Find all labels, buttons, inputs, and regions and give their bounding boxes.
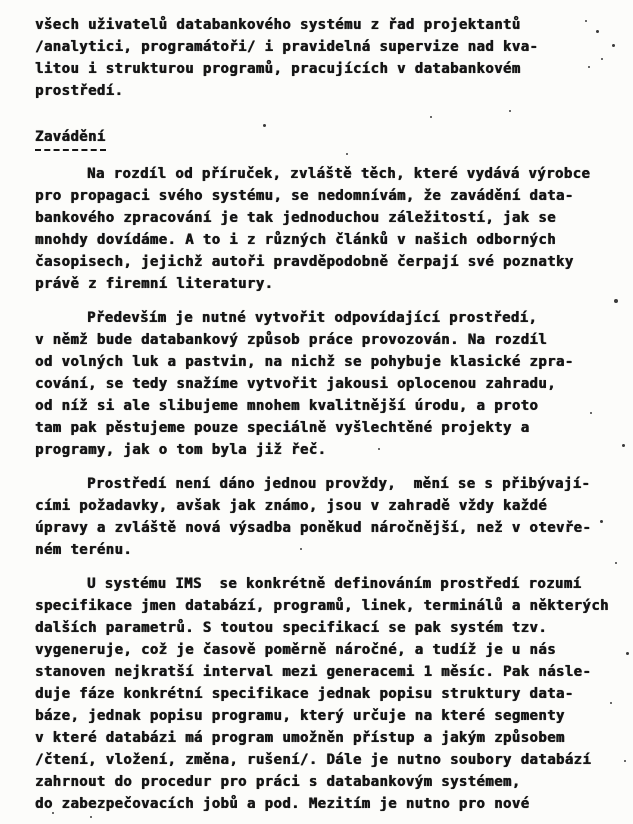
text-line: mnohdy dovídáme. A to i z různých článků v našich odborných — [35, 232, 556, 248]
text-line: v němž bude databankový způsob práce provozován. Na rozdíl — [35, 332, 548, 348]
text-line: dalších parametrů. S toutou specifikací se pak systém tzv. — [35, 620, 548, 636]
text-line: zahrnout do procedur pro práci s databankovým systémem, — [35, 774, 521, 790]
text-line: ném terénu. — [35, 542, 133, 558]
text-line: báze, jednak popisu programu, který určuje na které segmenty — [35, 708, 565, 724]
text-line: /analytici, programátoři/ i pravidelná supervize nad kva- — [35, 39, 539, 55]
paragraph — [35, 473, 615, 561]
text-line: stanoven nejkratší interval mezi generacemi 1 měsíc. Pak násle- — [35, 664, 592, 680]
noise-speck — [585, 20, 587, 22]
text-line: od volných luk a pastvin, na nichž se pohybuje klasické zpra- — [35, 354, 574, 370]
noise-speck — [588, 66, 590, 68]
text-line: úpravy a zvláště nová výsadba poněkud náročnější, než v otevře- — [35, 520, 592, 536]
text-line: Prostředí není dáno jednou provždy, mění se s přibývají- — [87, 476, 591, 492]
text-line: programy, jak o tom byla již řeč. — [35, 442, 327, 458]
noise-speck — [378, 448, 380, 450]
text-line: do zabezpečovacích jobů a pod. Mezitím je nutno pro nové — [35, 796, 530, 812]
noise-speck — [596, 30, 599, 33]
noise-speck — [610, 702, 612, 704]
text-line: v které databázi má program umožněn přístup a jakým způsobem — [35, 730, 565, 746]
text-line: Především je nutné vytvořit odpovídající prostředí, — [87, 310, 538, 326]
noise-speck — [509, 110, 511, 112]
text-line: právě z firemní literatury. — [35, 276, 274, 292]
noise-speck — [300, 548, 302, 550]
text-line: duje fáze konkrétní specifikace jednak popisu struktury data- — [35, 686, 574, 702]
paragraph — [35, 163, 615, 295]
noise-speck — [615, 562, 617, 564]
section-heading-block — [35, 126, 615, 151]
noise-speck — [624, 760, 626, 762]
text-line: litou i strukturou programů, pracujících v databankovém — [35, 61, 521, 77]
text-line: cování, se tedy snažíme vytvořit jakousi oplocenou zahradu, — [35, 376, 556, 392]
paragraph — [35, 307, 615, 461]
text-line: tam pak pěstujeme pouze speciálně vyšlechtěné projekty a — [35, 420, 530, 436]
text-line: cími požadavky, avšak jak známo, jsou v zahradě vždy každé — [35, 498, 548, 514]
noise-speck — [612, 44, 615, 47]
noise-speck — [590, 412, 592, 414]
noise-speck — [90, 816, 92, 818]
noise-speck — [346, 153, 348, 155]
noise-speck — [430, 116, 432, 118]
noise-speck — [614, 299, 618, 303]
noise-speck — [601, 58, 603, 60]
text-line: /čtení, vložení, změna, rušení/. Dále je nutno soubory databází — [35, 752, 592, 768]
noise-speck — [52, 812, 54, 814]
text-line: Na rozdíl od příruček, zvláště těch, které vydává výrobce — [87, 166, 591, 182]
paragraph — [35, 573, 615, 815]
section-heading: Zavádění — [35, 126, 106, 151]
document-body — [35, 14, 615, 815]
text-line: specifikace jmen databází, programů, linek, terminálů a některých — [35, 598, 609, 614]
text-line: všech uživatelů databankového systému z řad projektantů — [35, 17, 521, 33]
text-line: časopisech, jejichž autoři pravděpodobně čerpají své poznatky — [35, 254, 574, 270]
noise-speck — [622, 444, 625, 447]
text-line: vygeneruje, což je časově poměrně náročné, a tudíž je u nás — [35, 642, 556, 658]
text-line: U systému IMS se konkrétně definováním prostředí rozumí — [87, 576, 582, 592]
noise-speck — [263, 124, 266, 127]
noise-speck — [626, 652, 629, 655]
text-line: pro propagaci svého systému, se nedomnívám, že zavádění data- — [35, 188, 574, 204]
text-line: od níž si ale slibujeme mnohem kvalitnější úrodu, a proto — [35, 398, 539, 414]
text-line: bankového zpracování je tak jednoduchou záležitostí, jak se — [35, 210, 556, 226]
noise-speck — [600, 520, 603, 523]
text-line: prostředí. — [35, 83, 124, 99]
paragraph — [35, 14, 615, 102]
